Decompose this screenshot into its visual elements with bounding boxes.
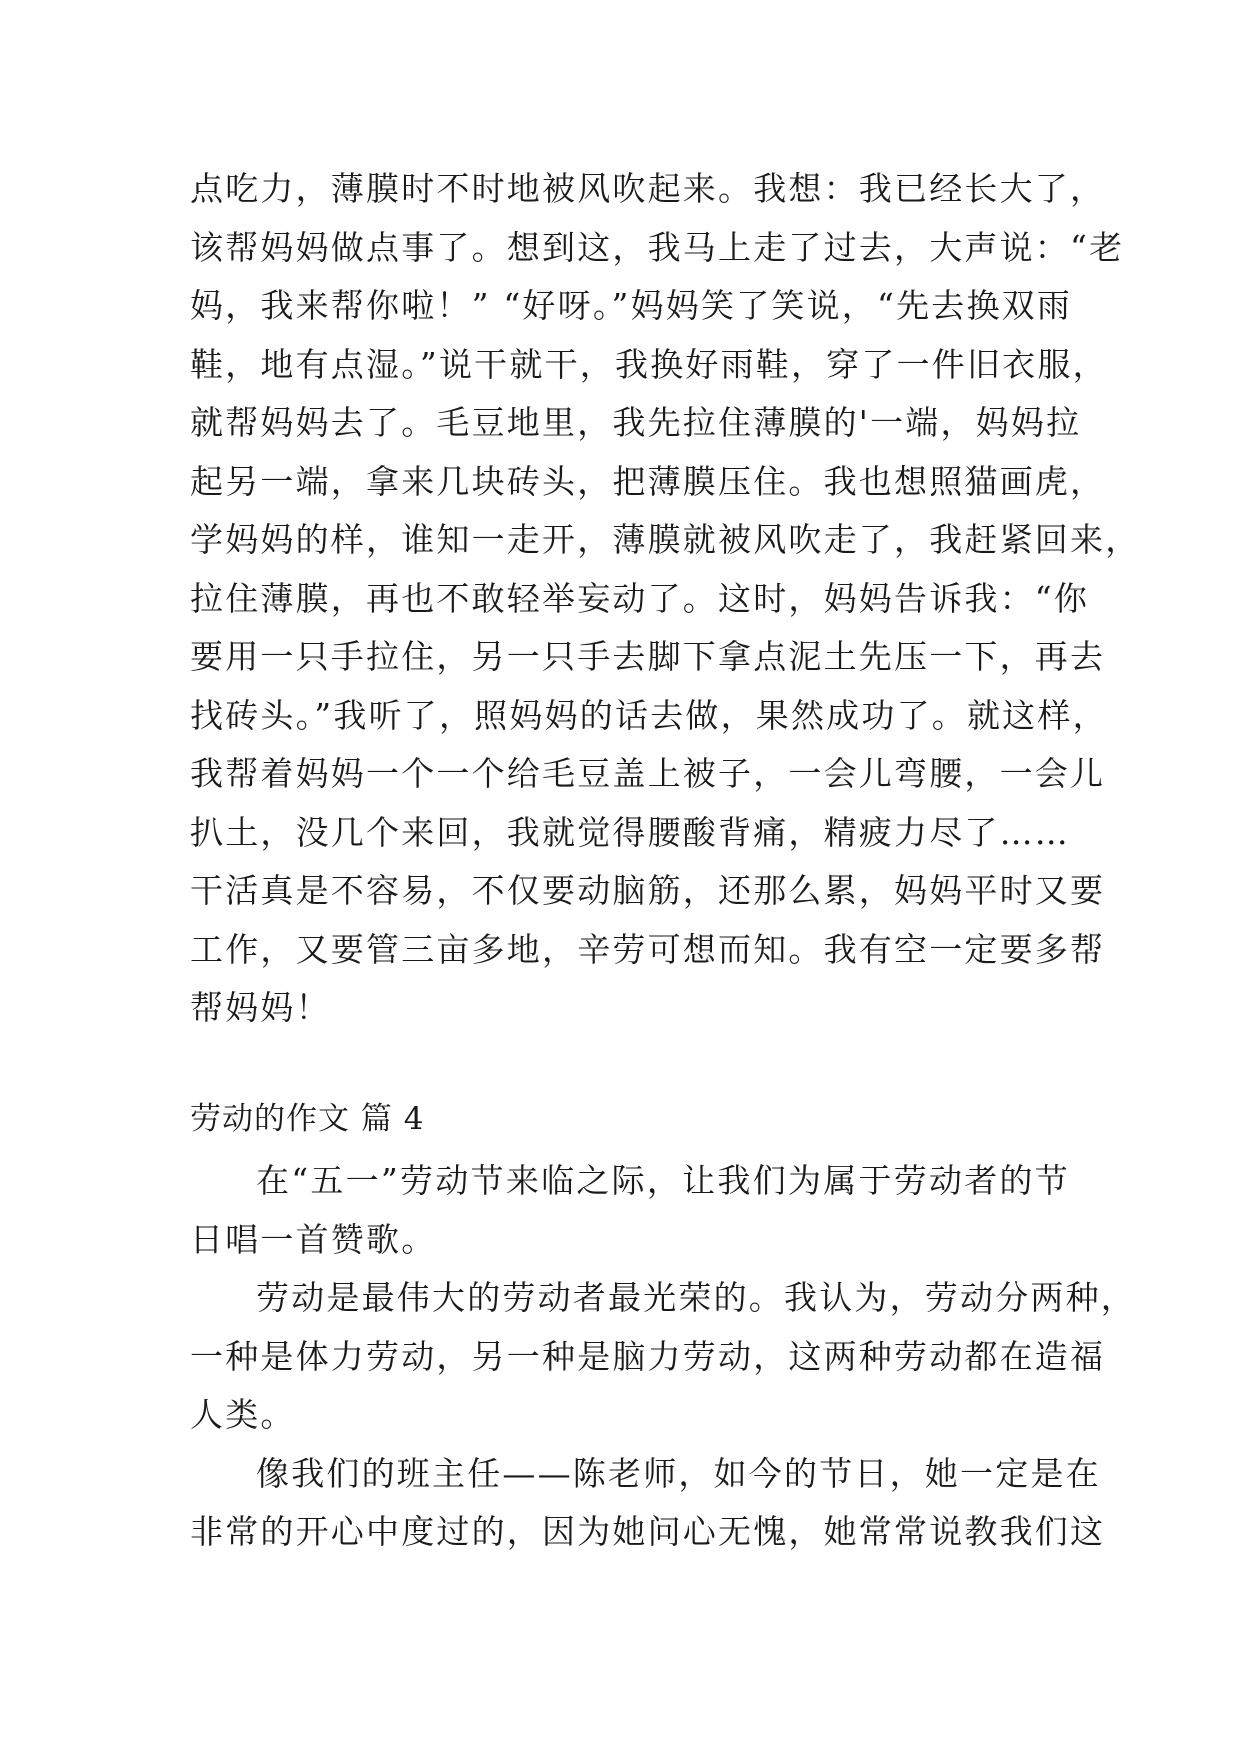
text-line: 妈，我来帮你啦！” “好呀。”妈妈笑了笑说，“先去换双雨 [190,286,1073,325]
section-heading: 劳动的作文 篇 4 [190,1101,425,1137]
text-line: 点吃力，薄膜时不时地被风吹起来。我想：我已经长大了， [190,169,1106,208]
text-line: 找砖头。”我听了，照妈妈的话去做，果然成功了。就这样， [190,695,1108,735]
text-line: 就帮妈妈去了。毛豆地里，我先拉住薄膜的'一端，妈妈拉 [190,403,1082,442]
text-line: 工作，又要管三亩多地，辛劳可想而知。我有空一定要多帮 [190,929,1106,969]
paragraph-line: 人类。 [190,1395,296,1434]
paragraph-line: 在“五一”劳动节来临之际，让我们为属于劳动者的节 [256,1161,1070,1200]
text-line: 干活真是不容易，不仅要动脑筋，还那么累，妈妈平时又要 [190,871,1106,910]
paragraph-line: 像我们的班主任——陈老师，如今的节日，她一定是在 [256,1453,1101,1493]
paragraph-line: 非常的开心中度过的，因为她问心无愧，她常常说教我们这 [190,1512,1106,1551]
continued-paragraph [190,160,1141,1038]
text-line: 鞋，地有点湿。”说干就干，我换好雨鞋，穿了一件旧衣服， [190,344,1108,384]
text-line: 学妈妈的样，谁知一走开，薄膜就被风吹走了，我赶紧回来， [190,520,1141,559]
text-line: 要用一只手拉住，另一只手去脚下拿点泥土先压一下，再去 [190,637,1106,676]
paragraph-line: 劳动是最伟大的劳动者最光荣的。我认为，劳动分两种， [256,1278,1136,1317]
essay-body [190,1152,1136,1562]
paragraph-line: 日唱一首赞歌。 [190,1219,437,1259]
text-line: 拉住薄膜，再也不敢轻举妄动了。这时，妈妈告诉我：“你 [190,578,1090,618]
text-line: 我帮着妈妈一个一个给毛豆盖上被子，一会儿弯腰，一会儿 [190,754,1106,793]
text-line: 起另一端，拿来几块砖头，把薄膜压住。我也想照猫画虎， [190,461,1106,501]
text-line: 扒土，没几个来回，我就觉得腰酸背痛，精疲力尽了…… [190,812,1070,852]
text-line: 帮妈妈！ [190,988,331,1027]
paragraph-line: 一种是体力劳动，另一种是脑力劳动，这两种劳动都在造福 [190,1336,1106,1376]
text-line: 该帮妈妈做点事了。想到这，我马上走了过去，大声说：“老 [190,227,1125,267]
